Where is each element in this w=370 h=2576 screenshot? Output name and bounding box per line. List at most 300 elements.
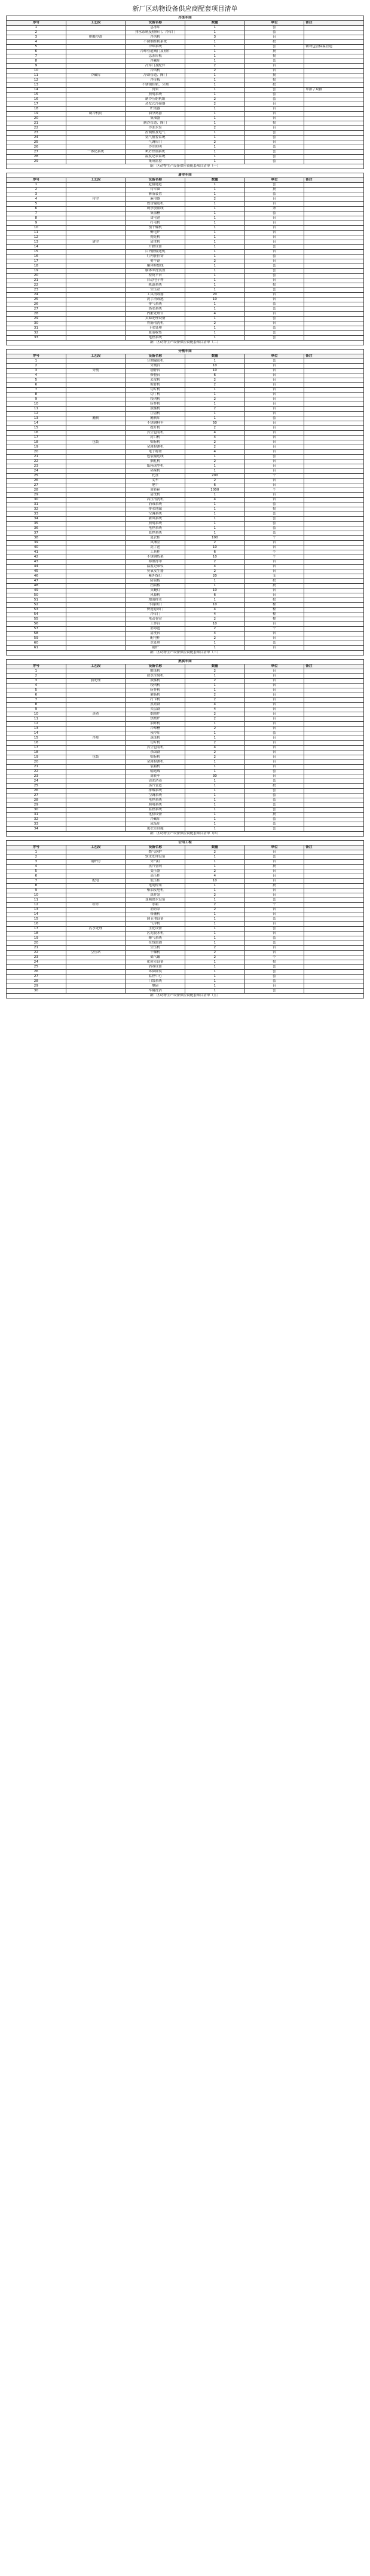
table-cell: 2: [185, 751, 244, 755]
table-cell: [304, 984, 364, 989]
table-cell: 1: [185, 121, 244, 126]
table-row: [7, 893, 364, 898]
table-cell: 冷藏库: [66, 73, 126, 78]
table-cell: [304, 107, 364, 112]
table-cell: 2: [185, 321, 244, 326]
table-cell: 集血槽: [126, 212, 185, 216]
table-cell: [304, 416, 364, 421]
table-row: [7, 26, 364, 30]
table-row: [7, 584, 364, 589]
table-cell: [66, 450, 126, 455]
table-cell: [66, 312, 126, 317]
table-cell: [304, 560, 364, 565]
table-cell: 空压站: [126, 288, 185, 293]
table-cell: 1: [185, 393, 244, 397]
table-cell: [66, 560, 126, 565]
table-cell: [304, 822, 364, 827]
table-row: [7, 632, 364, 636]
table-row: [7, 412, 364, 416]
table-cell: 红内脏挂钩: [126, 255, 185, 259]
table-cell: [66, 774, 126, 779]
table-cell: [66, 731, 126, 736]
table-cell: [304, 584, 364, 589]
table-cell: 8: [7, 703, 66, 707]
table-cell: 套: [244, 97, 304, 102]
table-cell: [66, 283, 126, 288]
table-cell: 批: [244, 50, 304, 54]
table-cell: 台: [244, 383, 304, 388]
table-cell: 货架: [126, 88, 185, 93]
table-cell: 3: [7, 679, 66, 684]
table-cell: 1: [185, 803, 244, 808]
table-row: [7, 426, 364, 431]
table-cell: [66, 412, 126, 416]
table-cell: 白内脏输送机: [126, 250, 185, 255]
table-cell: 条: [244, 207, 304, 212]
table-cell: [304, 298, 364, 302]
table-cell: 成品库: [126, 822, 185, 827]
table-cell: 金属检测机: [126, 760, 185, 765]
table-cell: [304, 603, 364, 608]
table-cell: 台: [244, 912, 304, 917]
table-cell: [304, 73, 364, 78]
table-cell: [304, 397, 364, 402]
table-cell: 9: [7, 889, 66, 893]
table-cell: 23: [7, 131, 66, 136]
table-cell: [304, 641, 364, 646]
table-cell: 1: [185, 359, 244, 364]
table-cell: 照明系统: [126, 522, 185, 526]
table-row: [7, 450, 364, 455]
equipment-table: [6, 16, 364, 169]
table-row: [7, 869, 364, 874]
table-cell: 2: [185, 479, 244, 483]
table-row: [7, 774, 364, 779]
table-cell: 1: [185, 884, 244, 889]
table-cell: 26: [7, 789, 66, 794]
table-cell: [304, 612, 364, 617]
table-row: [7, 298, 364, 302]
table-cell: 台: [244, 278, 304, 283]
table-cell: [304, 221, 364, 226]
table-cell: 61: [7, 646, 66, 651]
table-cell: [304, 503, 364, 507]
table-cell: [66, 813, 126, 817]
table-cell: [304, 817, 364, 822]
table-cell: 刺杀放血线: [126, 207, 185, 212]
table-row: [7, 517, 364, 522]
table-cell: 不锈钢货架: [126, 555, 185, 560]
table-cell: 9: [7, 707, 66, 712]
table-cell: 绞肉机: [126, 684, 185, 688]
table-cell: 1: [185, 317, 244, 321]
table-cell: 27: [7, 975, 66, 979]
table-cell: 17: [7, 259, 66, 264]
table-row: [7, 760, 364, 765]
table-cell: 台: [244, 765, 304, 770]
table-row: [7, 440, 364, 445]
table-cell: 10: [185, 603, 244, 608]
table-cell: 1: [185, 112, 244, 117]
table-cell: [66, 608, 126, 612]
table-cell: [304, 188, 364, 192]
table-cell: 套: [244, 155, 304, 160]
table-cell: 套: [244, 145, 304, 150]
table-cell: [304, 622, 364, 627]
table-cell: 软水处理设备: [126, 855, 185, 860]
table-cell: 蒸煮锅: [126, 703, 185, 707]
table-cell: 贴标机: [126, 755, 185, 760]
table-cell: [66, 288, 126, 293]
table-cell: 1: [7, 359, 66, 364]
table-cell: [304, 970, 364, 975]
table-cell: 台: [244, 450, 304, 455]
table-cell: 切丁机: [126, 393, 185, 397]
table-cell: [66, 69, 126, 73]
table-row: [7, 259, 364, 264]
table-cell: 包装: [66, 440, 126, 445]
table-row: [7, 779, 364, 784]
table-cell: [66, 102, 126, 107]
table-cell: 1: [185, 794, 244, 798]
table-row: [7, 536, 364, 541]
table-cell: 台: [244, 850, 304, 855]
table-cell: 台: [244, 722, 304, 727]
table-cell: 集成监控: [126, 160, 185, 164]
table-row: [7, 216, 364, 221]
table-cell: 23: [7, 288, 66, 293]
table-cell: [304, 312, 364, 317]
table-row: [7, 922, 364, 927]
table-cell: 2: [185, 197, 244, 202]
table-cell: [66, 136, 126, 140]
table-cell: 13: [7, 727, 66, 731]
table-cell: 套: [244, 803, 304, 808]
table-cell: [304, 483, 364, 488]
table-cell: [304, 479, 364, 483]
table-cell: 1: [185, 469, 244, 474]
table-cell: [304, 240, 364, 245]
table-row: [7, 751, 364, 755]
table-cell: 批: [244, 507, 304, 512]
table-cell: [304, 531, 364, 536]
table-cell: 不锈钢门: [126, 603, 185, 608]
table-row: [7, 531, 364, 536]
table-cell: 套: [244, 131, 304, 136]
table-cell: 真空包装机: [126, 746, 185, 751]
table-cell: 6: [7, 50, 66, 54]
table-cell: [304, 402, 364, 407]
table-row: [7, 307, 364, 312]
table-cell: 套: [244, 245, 304, 250]
table-cell: 胴体冲洗装置: [126, 269, 185, 274]
table-row: [7, 798, 364, 803]
table-cell: 套: [244, 302, 304, 307]
table-row: [7, 73, 364, 78]
table-cell: 排气系统: [126, 302, 185, 307]
table-cell: 电控系统: [126, 526, 185, 531]
table-cell: 套: [244, 288, 304, 293]
table-cell: [304, 231, 364, 235]
table-cell: [66, 274, 126, 278]
table-row: [7, 378, 364, 383]
table-cell: 1: [185, 117, 244, 121]
table-cell: [304, 794, 364, 798]
table-cell: 冷库照明: [126, 145, 185, 150]
table-cell: [304, 488, 364, 493]
header-cell: 设备名称: [126, 21, 185, 26]
table-cell: [304, 717, 364, 722]
table-cell: 电控系统: [126, 798, 185, 803]
table-cell: 16: [7, 255, 66, 259]
table-cell: 2: [185, 69, 244, 73]
table-cell: 5: [7, 688, 66, 693]
table-cell: 待宰圈: [126, 188, 185, 192]
table-cell: 批: [244, 584, 304, 589]
table-cell: 34: [7, 827, 66, 832]
table-cell: 1: [185, 326, 244, 331]
table-cell: 预冷库: [126, 731, 185, 736]
table-cell: 14: [7, 731, 66, 736]
table-cell: [304, 770, 364, 774]
table-cell: 个: [244, 903, 304, 908]
table-cell: 批: [244, 598, 304, 603]
table-cell: [66, 693, 126, 698]
table-cell: 打毛机: [126, 221, 185, 226]
table-cell: 1: [185, 216, 244, 221]
table-cell: 22: [7, 126, 66, 131]
table-cell: 套: [244, 317, 304, 321]
table-cell: 台: [244, 889, 304, 893]
table-cell: 1: [185, 145, 244, 150]
table-cell: 2: [7, 188, 66, 192]
table-cell: 台: [244, 874, 304, 879]
table-cell: [304, 912, 364, 917]
table-cell: 赶猪通道: [126, 183, 185, 188]
table-cell: 1: [185, 93, 244, 97]
table-cell: 台: [244, 498, 304, 503]
table-row: [7, 493, 364, 498]
table-cell: 25: [7, 965, 66, 970]
table-row: [7, 789, 364, 794]
table-cell: 台: [244, 688, 304, 693]
table-cell: 9: [7, 397, 66, 402]
table-cell: 套: [244, 136, 304, 140]
table-cell: [66, 955, 126, 960]
table-cell: 套: [244, 936, 304, 941]
table-cell: 套: [244, 416, 304, 421]
table-cell: [66, 221, 126, 226]
table-cell: [66, 855, 126, 860]
table-row: [7, 264, 364, 269]
table-cell: 油分离器: [126, 112, 185, 117]
table-cell: 台: [244, 126, 304, 131]
table-cell: [304, 102, 364, 107]
table-cell: 台: [244, 35, 304, 40]
table-cell: 1: [185, 889, 244, 893]
table-row: [7, 975, 364, 979]
table-cell: 冷风机: [126, 69, 185, 73]
table-cell: [66, 622, 126, 627]
table-row: [7, 598, 364, 603]
table-cell: 台: [244, 64, 304, 69]
table-cell: 输送线: [126, 770, 185, 774]
table-cell: [304, 78, 364, 83]
table-cell: 台: [244, 736, 304, 741]
table-cell: 25: [7, 298, 66, 302]
table-cell: 29: [7, 803, 66, 808]
table-cell: [66, 822, 126, 827]
table-cell: 台: [244, 321, 304, 326]
header-cell: 设备名称: [126, 664, 185, 669]
table-cell: 11: [7, 717, 66, 722]
table-cell: [66, 373, 126, 378]
table-cell: 台: [244, 402, 304, 407]
table-cell: [66, 579, 126, 584]
table-cell: 4: [185, 436, 244, 440]
table-cell: [66, 636, 126, 641]
table-cell: [66, 226, 126, 231]
table-cell: 4: [185, 746, 244, 751]
table-cell: 1: [185, 579, 244, 584]
table-cell: 10: [7, 69, 66, 73]
table-cell: 排水地漏: [126, 507, 185, 512]
table-cell: 烘烤炉: [126, 717, 185, 722]
table-cell: 纸箱成型机: [126, 464, 185, 469]
table-cell: 套: [244, 88, 304, 93]
table-cell: [66, 612, 126, 617]
table-cell: 1: [185, 202, 244, 207]
table-row: [7, 989, 364, 994]
table-cell: 25: [7, 474, 66, 479]
table-row: [7, 541, 364, 546]
table-cell: [304, 192, 364, 197]
table-cell: [304, 960, 364, 965]
table-cell: 电控系统: [126, 336, 185, 341]
table-row: [7, 612, 364, 617]
table-cell: 19: [7, 269, 66, 274]
table-cell: [304, 359, 364, 364]
table-cell: 冷风机: [126, 35, 185, 40]
table-cell: [66, 460, 126, 464]
table-cell: [304, 951, 364, 955]
table-cell: 批: [244, 54, 304, 59]
table-cell: PLC控制系统: [126, 150, 185, 155]
table-cell: 31: [7, 813, 66, 817]
table-cell: [66, 584, 126, 589]
table-cell: 内脏处理台: [126, 312, 185, 317]
table-cell: 杀菌锅: [126, 751, 185, 755]
table-row: [7, 69, 364, 73]
table-cell: 挡鼠板: [126, 584, 185, 589]
table-cell: 变频供水设备: [126, 898, 185, 903]
table-cell: 2: [185, 741, 244, 746]
table-row: [7, 707, 364, 712]
table-cell: [66, 751, 126, 755]
table-cell: 调节池设备: [126, 917, 185, 922]
table-cell: 1: [7, 183, 66, 188]
table-cell: 急冻库板: [126, 54, 185, 59]
table-cell: [66, 698, 126, 703]
table-cell: 新风系统: [126, 517, 185, 522]
table-row: [7, 188, 364, 192]
table-cell: [304, 669, 364, 674]
table-cell: 10: [7, 226, 66, 231]
table-cell: 1: [7, 26, 66, 30]
table-row: [7, 526, 364, 531]
table-cell: [304, 117, 364, 121]
table-cell: 200: [185, 474, 244, 479]
table-cell: [66, 598, 126, 603]
table-cell: 台: [244, 569, 304, 574]
table-cell: 4: [185, 703, 244, 707]
table-cell: 1: [185, 979, 244, 984]
table-cell: 套: [244, 979, 304, 984]
table-row: [7, 155, 364, 160]
table-row: [7, 879, 364, 884]
table-cell: 生化设备: [126, 927, 185, 932]
table-cell: 29: [7, 160, 66, 164]
table-row: [7, 445, 364, 450]
table-cell: 变压器: [126, 869, 185, 874]
table-cell: [66, 817, 126, 822]
table-row: [7, 965, 364, 970]
table-cell: [304, 893, 364, 898]
table-row: [7, 627, 364, 632]
table-cell: 20: [7, 117, 66, 121]
table-cell: 冷藏库: [126, 59, 185, 64]
table-cell: [66, 88, 126, 93]
table-cell: 台: [244, 693, 304, 698]
table-cell: [304, 512, 364, 517]
table-cell: 锅炉: [126, 646, 185, 651]
table-cell: 屠宰: [66, 240, 126, 245]
table-cell: 32: [7, 817, 66, 822]
table-cell: 套: [244, 927, 304, 932]
table-cell: [66, 117, 126, 121]
table-row: [7, 912, 364, 917]
table-cell: 8: [7, 393, 66, 397]
table-cell: [304, 283, 364, 288]
table-cell: 蒸汽管网: [126, 865, 185, 869]
table-cell: 氨气报警系统: [126, 136, 185, 140]
table-cell: [66, 936, 126, 941]
table-cell: 37: [7, 531, 66, 536]
table-cell: 19: [7, 755, 66, 760]
section-footer: 新厂区动物生产设备供应商配套项目清单（三）: [7, 651, 364, 656]
table-cell: 排烟系统: [126, 789, 185, 794]
table-cell: 轨道系统: [126, 283, 185, 288]
table-cell: 批: [244, 40, 304, 45]
table-cell: 1: [185, 584, 244, 589]
table-cell: [304, 674, 364, 679]
table-cell: 批: [244, 813, 304, 817]
table-cell: 1: [185, 922, 244, 927]
table-cell: [66, 522, 126, 526]
table-cell: 16: [7, 741, 66, 746]
table-cell: 分割台: [126, 364, 185, 369]
table-cell: [66, 917, 126, 922]
table-cell: 52: [7, 603, 66, 608]
table-cell: 套: [244, 331, 304, 336]
table-cell: [66, 431, 126, 436]
table-cell: 工具柜: [126, 550, 185, 555]
table-cell: [66, 121, 126, 126]
table-row: [7, 112, 364, 117]
table-cell: [304, 693, 364, 698]
table-row: [7, 145, 364, 150]
table-cell: [304, 369, 364, 373]
